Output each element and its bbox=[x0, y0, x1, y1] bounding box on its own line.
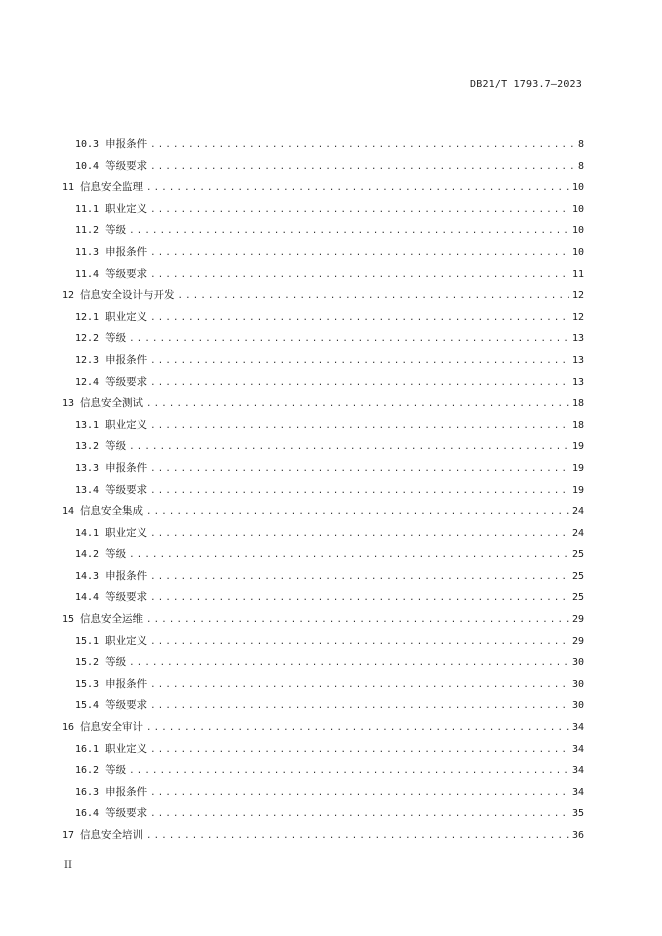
toc-entry-page: 35 bbox=[571, 808, 584, 820]
toc-entry-title: 申报条件 bbox=[105, 461, 148, 474]
toc-entry-page: 36 bbox=[571, 830, 584, 841]
toc-entry-page: 12 bbox=[571, 311, 584, 323]
toc-entry-number: 16.4 bbox=[75, 808, 100, 820]
toc-entry-page: 10 bbox=[571, 182, 584, 194]
toc-entry[interactable] bbox=[62, 566, 584, 588]
toc-dot-leader bbox=[146, 178, 569, 199]
toc-entry[interactable] bbox=[62, 199, 584, 221]
toc-dot-leader bbox=[150, 524, 569, 545]
toc-entry-title: 等级要求 bbox=[105, 483, 148, 496]
toc-entry-page: 18 bbox=[571, 398, 584, 410]
toc-entry-number: 13.2 bbox=[75, 441, 100, 453]
toc-entry[interactable] bbox=[62, 350, 584, 372]
toc-entry-title: 职业定义 bbox=[105, 742, 148, 755]
toc-entry-number: 11.3 bbox=[75, 246, 100, 258]
toc-entry-number: 11.1 bbox=[75, 203, 100, 215]
toc-dot-leader bbox=[150, 588, 569, 609]
toc-entry-number: 16 bbox=[62, 722, 75, 734]
toc-entry-title: 职业定义 bbox=[105, 526, 148, 539]
document-code: DB21/T 1793.7—2023 bbox=[470, 79, 582, 90]
toc-entry-title: 等级要求 bbox=[105, 807, 148, 820]
toc-entry[interactable] bbox=[62, 674, 584, 696]
toc-entry-number: 15.3 bbox=[75, 678, 100, 690]
toc-entry-title: 等级 bbox=[105, 440, 127, 453]
toc-entry-title: 等级要求 bbox=[105, 699, 148, 712]
toc-entry-number: 14.1 bbox=[75, 527, 100, 539]
toc-entry[interactable] bbox=[62, 587, 584, 609]
toc-entry-page: 19 bbox=[571, 462, 584, 474]
toc-entry[interactable] bbox=[62, 307, 584, 329]
toc-entry[interactable] bbox=[62, 717, 584, 739]
toc-entry[interactable] bbox=[62, 264, 584, 286]
table-of-contents bbox=[62, 134, 584, 847]
toc-entry[interactable] bbox=[62, 739, 584, 761]
toc-entry-title: 信息安全监理 bbox=[80, 181, 144, 194]
toc-entry-page: 25 bbox=[571, 570, 584, 582]
toc-entry-number: 15.4 bbox=[75, 700, 100, 712]
toc-entry-number: 16.2 bbox=[75, 765, 100, 777]
toc-dot-leader bbox=[129, 437, 569, 458]
toc-dot-leader bbox=[150, 265, 569, 286]
toc-entry-page: 13 bbox=[571, 333, 584, 345]
toc-entry-title: 等级要求 bbox=[105, 591, 148, 604]
toc-entry-page: 30 bbox=[571, 700, 584, 712]
toc-entry-title: 申报条件 bbox=[105, 569, 148, 582]
toc-entry-page: 10 bbox=[571, 246, 584, 258]
toc-entry-number: 14.4 bbox=[75, 592, 100, 604]
toc-dot-leader bbox=[146, 718, 569, 739]
page-number: II bbox=[64, 860, 72, 871]
toc-entry-number: 13.3 bbox=[75, 462, 100, 474]
toc-dot-leader bbox=[150, 373, 569, 394]
toc-entry-page: 19 bbox=[571, 441, 584, 453]
toc-dot-leader bbox=[150, 783, 569, 804]
toc-entry-title: 等级 bbox=[105, 764, 127, 777]
toc-entry-title: 职业定义 bbox=[105, 310, 148, 323]
toc-dot-leader bbox=[150, 632, 569, 653]
toc-entry[interactable] bbox=[62, 328, 584, 350]
toc-dot-leader bbox=[150, 243, 569, 264]
toc-entry-number: 13 bbox=[62, 398, 75, 410]
toc-dot-leader bbox=[150, 351, 569, 372]
toc-entry-title: 等级要求 bbox=[105, 159, 148, 172]
toc-entry[interactable] bbox=[62, 134, 584, 156]
toc-entry-title: 等级要求 bbox=[105, 375, 148, 388]
toc-entry[interactable] bbox=[62, 782, 584, 804]
toc-entry-number: 10.3 bbox=[75, 139, 100, 150]
toc-dot-leader bbox=[129, 761, 569, 782]
toc-entry-page: 30 bbox=[571, 678, 584, 690]
toc-entry[interactable] bbox=[62, 285, 584, 307]
toc-entry-page: 10 bbox=[571, 203, 584, 215]
toc-entry-page: 25 bbox=[571, 549, 584, 561]
toc-entry[interactable] bbox=[62, 415, 584, 437]
toc-entry-page: 25 bbox=[571, 592, 584, 604]
toc-dot-leader bbox=[129, 653, 569, 674]
toc-entry-number: 11 bbox=[62, 182, 75, 194]
toc-entry[interactable] bbox=[62, 695, 584, 717]
toc-entry-page: 34 bbox=[571, 786, 584, 798]
toc-entry-title: 申报条件 bbox=[105, 353, 148, 366]
toc-entry-title: 职业定义 bbox=[105, 634, 148, 647]
toc-entry-page: 29 bbox=[571, 614, 584, 626]
toc-entry[interactable] bbox=[62, 177, 584, 199]
toc-entry-page: 24 bbox=[571, 527, 584, 539]
toc-dot-leader bbox=[129, 329, 569, 350]
toc-entry-page: 8 bbox=[577, 160, 584, 172]
toc-dot-leader bbox=[150, 804, 569, 825]
toc-dot-leader bbox=[150, 481, 569, 502]
toc-dot-leader bbox=[146, 502, 569, 523]
toc-entry-number: 11.2 bbox=[75, 225, 100, 237]
toc-entry-page: 10 bbox=[571, 225, 584, 237]
toc-entry-page: 13 bbox=[571, 354, 584, 366]
toc-entry-title: 等级 bbox=[105, 548, 127, 561]
toc-entry[interactable] bbox=[62, 436, 584, 458]
toc-dot-leader bbox=[150, 740, 569, 761]
toc-entry-page: 30 bbox=[571, 657, 584, 669]
toc-entry-number: 12.2 bbox=[75, 333, 100, 345]
toc-entry-title: 申报条件 bbox=[105, 677, 148, 690]
toc-dot-leader bbox=[150, 135, 575, 156]
toc-dot-leader bbox=[150, 308, 569, 329]
toc-entry-title: 申报条件 bbox=[105, 245, 148, 258]
toc-entry-number: 16.1 bbox=[75, 743, 100, 755]
toc-entry-number: 12.3 bbox=[75, 354, 100, 366]
toc-entry[interactable] bbox=[62, 803, 584, 825]
toc-dot-leader bbox=[150, 675, 569, 696]
toc-entry-page: 11 bbox=[571, 268, 584, 280]
toc-dot-leader bbox=[146, 394, 569, 415]
toc-entry-title: 信息安全集成 bbox=[80, 505, 144, 518]
toc-dot-leader bbox=[178, 286, 569, 307]
toc-entry-number: 13.1 bbox=[75, 419, 100, 431]
toc-entry[interactable] bbox=[62, 372, 584, 394]
toc-entry[interactable] bbox=[62, 393, 584, 415]
toc-dot-leader bbox=[129, 545, 569, 566]
toc-dot-leader bbox=[150, 416, 569, 437]
toc-entry-page: 8 bbox=[577, 139, 584, 150]
toc-entry-number: 12.1 bbox=[75, 311, 100, 323]
toc-entry-number: 12 bbox=[62, 290, 75, 302]
toc-entry-number: 15 bbox=[62, 614, 75, 626]
toc-entry-page: 12 bbox=[571, 290, 584, 302]
toc-entry[interactable] bbox=[62, 825, 584, 847]
toc-entry-number: 14.2 bbox=[75, 549, 100, 561]
toc-entry[interactable] bbox=[62, 501, 584, 523]
toc-entry-title: 职业定义 bbox=[105, 418, 148, 431]
toc-entry-number: 14 bbox=[62, 506, 75, 518]
toc-dot-leader bbox=[146, 826, 569, 847]
toc-entry-title: 信息安全运维 bbox=[80, 613, 144, 626]
toc-entry-title: 申报条件 bbox=[105, 138, 148, 150]
toc-entry[interactable] bbox=[62, 544, 584, 566]
toc-entry-title: 等级 bbox=[105, 332, 127, 345]
toc-entry-title: 等级要求 bbox=[105, 267, 148, 280]
toc-entry-number: 15.1 bbox=[75, 635, 100, 647]
toc-entry-title: 信息安全设计与开发 bbox=[80, 289, 175, 302]
toc-dot-leader bbox=[150, 696, 569, 717]
toc-entry[interactable] bbox=[62, 220, 584, 242]
toc-entry-title: 申报条件 bbox=[105, 785, 148, 798]
toc-entry-page: 19 bbox=[571, 484, 584, 496]
toc-entry-page: 24 bbox=[571, 506, 584, 518]
toc-dot-leader bbox=[150, 200, 569, 221]
toc-dot-leader bbox=[150, 157, 575, 178]
toc-entry-page: 34 bbox=[571, 722, 584, 734]
toc-entry[interactable] bbox=[62, 652, 584, 674]
toc-entry[interactable] bbox=[62, 760, 584, 782]
toc-entry-title: 等级 bbox=[105, 656, 127, 669]
toc-entry-number: 16.3 bbox=[75, 786, 100, 798]
toc-entry[interactable] bbox=[62, 156, 584, 178]
toc-dot-leader bbox=[129, 221, 569, 242]
toc-entry[interactable] bbox=[62, 631, 584, 653]
toc-entry-title: 信息安全培训 bbox=[80, 829, 144, 841]
toc-entry-page: 29 bbox=[571, 635, 584, 647]
toc-entry-page: 34 bbox=[571, 743, 584, 755]
toc-dot-leader bbox=[146, 610, 569, 631]
toc-entry-number: 13.4 bbox=[75, 484, 100, 496]
toc-dot-leader bbox=[150, 459, 569, 480]
toc-entry[interactable] bbox=[62, 480, 584, 502]
toc-entry-number: 11.4 bbox=[75, 268, 100, 280]
toc-entry[interactable] bbox=[62, 458, 584, 480]
toc-entry-title: 信息安全测试 bbox=[80, 397, 144, 410]
toc-entry[interactable] bbox=[62, 609, 584, 631]
toc-dot-leader bbox=[150, 567, 569, 588]
toc-entry-number: 15.2 bbox=[75, 657, 100, 669]
toc-entry-title: 等级 bbox=[105, 224, 127, 237]
toc-entry[interactable] bbox=[62, 523, 584, 545]
toc-entry-page: 34 bbox=[571, 765, 584, 777]
toc-entry-number: 10.4 bbox=[75, 160, 100, 172]
toc-entry-number: 17 bbox=[62, 830, 75, 841]
toc-entry-title: 职业定义 bbox=[105, 202, 148, 215]
toc-entry-number: 12.4 bbox=[75, 376, 100, 388]
toc-entry-title: 信息安全审计 bbox=[80, 721, 144, 734]
toc-entry-page: 13 bbox=[571, 376, 584, 388]
toc-entry[interactable] bbox=[62, 242, 584, 264]
toc-entry-number: 14.3 bbox=[75, 570, 100, 582]
toc-entry-page: 18 bbox=[571, 419, 584, 431]
